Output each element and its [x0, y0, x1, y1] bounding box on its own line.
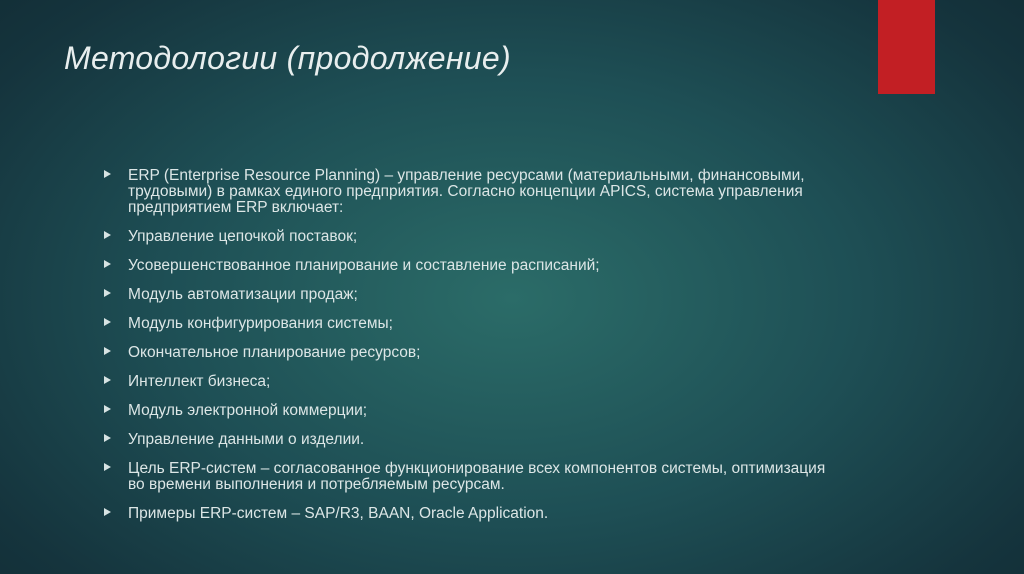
triangle-right-icon: [104, 434, 111, 442]
list-item: [104, 403, 834, 419]
triangle-right-icon: [104, 405, 111, 413]
list-item: [104, 287, 834, 303]
list-item: [104, 461, 834, 493]
list-item-text: Усовершенствованное планирование и составление расписаний;: [128, 257, 600, 274]
list-item-text: Интеллект бизнеса;: [128, 373, 271, 390]
accent-bar: [878, 0, 935, 94]
list-item-text: Цель ERP-систем – согласованное функционирование всех компонентов системы, оптимизация во времени выполнения и потребляемым ресурсам.: [128, 460, 826, 493]
triangle-right-icon: [104, 376, 111, 384]
list-item-text: Модуль электронной коммерции;: [128, 402, 368, 419]
list-item: [104, 168, 834, 216]
triangle-right-icon: [104, 347, 111, 355]
triangle-right-icon: [104, 231, 111, 239]
list-item-text: Управление цепочкой поставок;: [128, 228, 358, 245]
triangle-right-icon: [104, 289, 111, 297]
list-item: [104, 258, 834, 274]
list-item: [104, 432, 834, 448]
triangle-right-icon: [104, 508, 111, 516]
list-item-text: ERP (Enterprise Resource Planning) – управление ресурсами (материальными, финансовыми, трудовыми) в рамках единого предприятия. Согласно концепции APICS, система управления предприятием ERP включает:: [128, 167, 805, 216]
list-item: [104, 345, 834, 361]
list-item-text: Окончательное планирование ресурсов;: [128, 344, 421, 361]
triangle-right-icon: [104, 170, 111, 178]
triangle-right-icon: [104, 318, 111, 326]
list-item-text: Модуль автоматизации продаж;: [128, 286, 358, 303]
list-item: [104, 374, 834, 390]
triangle-right-icon: [104, 463, 111, 471]
slide-title: Методологии (продолжение): [64, 40, 511, 76]
list-item-text: Примеры ERP-систем – SAP/R3, BAAN, Oracle Application.: [128, 505, 549, 522]
list-item: [104, 229, 834, 245]
triangle-right-icon: [104, 260, 111, 268]
list-item-text: Модуль конфигурирования системы;: [128, 315, 393, 332]
list-item: [104, 316, 834, 332]
list-item-text: Управление данными о изделии.: [128, 431, 365, 448]
bullet-list: [104, 168, 834, 535]
list-item: [104, 506, 834, 522]
